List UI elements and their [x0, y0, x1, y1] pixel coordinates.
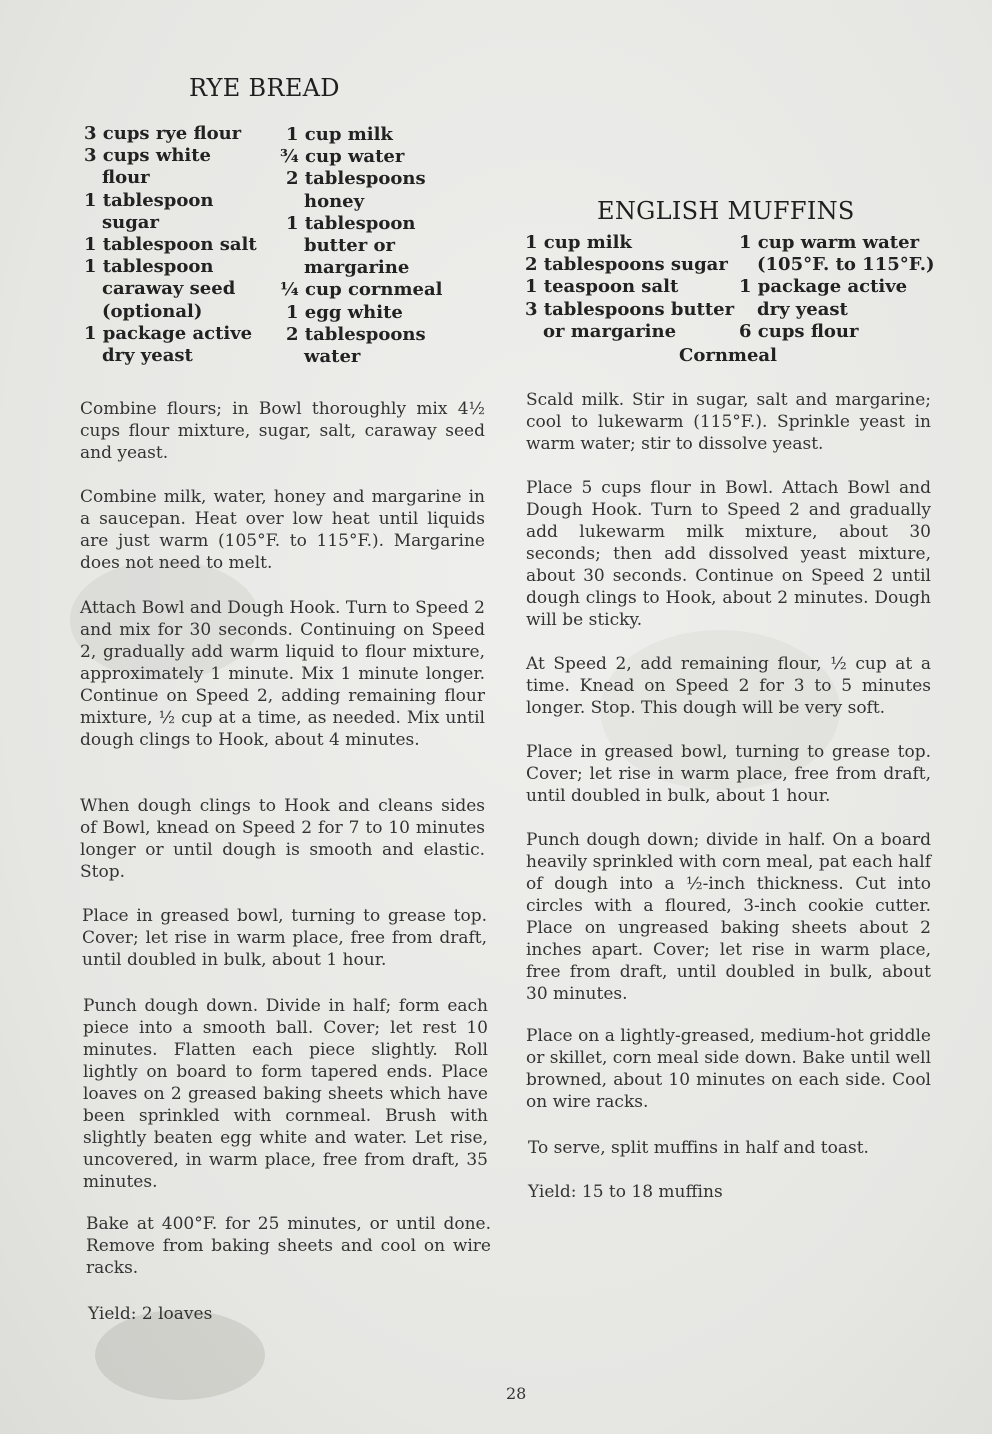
ingredient-line: 6 cups flour — [739, 320, 859, 342]
ingredient-line: (105°F. to 115°F.) — [757, 254, 935, 276]
ingredient-line: honey — [304, 190, 365, 212]
rye-step: Combine flours; in Bowl thoroughly mix 4½ cups flour mixture, sugar, salt, caraway seed and yeast. — [80, 399, 485, 463]
muffin-yield: Yield: 15 to 18 muffins — [528, 1182, 723, 1202]
ingredient-line: 1 tablespoon — [84, 189, 214, 211]
ingredient-line: 3 cups rye flour — [84, 123, 242, 144]
ingredient-line: 1 package active — [739, 276, 908, 298]
muffin-cornmeal: Cornmeal — [679, 345, 777, 366]
ingredient-line: dry yeast — [757, 298, 848, 320]
rye-step: Place in greased bowl, turning to grease top. Cover; let rise in warm place, free from draft, until doubled in bulk, about 1 hour. — [82, 906, 487, 970]
muffin-step: Punch dough down; divide in half. On a board heavily sprinkled with corn meal, pat each half of dough into a ½-inch thickness. Cut into circles with a floured, 3-inch cookie cutter. Place on ungreased baking sheets about 2 inches apart. Cover; let rise in warm place, free from draft, until doubled in bulk, about 30 minutes. — [526, 830, 931, 1004]
rye-step: Combine milk, water, honey and margarine in a saucepan. Heat over low heat until liquids are just warm (105°F. to 115°F.). Margarine does not need to melt. — [80, 487, 485, 573]
rye-step: Attach Bowl and Dough Hook. Turn to Speed 2 and mix for 30 seconds. Continuing on Speed 2, gradually add warm liquid to flour mixture, approximately 1 minute. Mix 1 minute longer. Continue on Speed 2, adding remaining flour mixture, ½ cup at a time, as needed. Mix until dough clings to Hook, about 4 minutes. — [80, 598, 485, 750]
muffin-step: Place on a lightly-greased, medium-hot griddle or skillet, corn meal side down. Bake until well browned, about 10 minutes on each side. Cool on wire racks. — [526, 1026, 932, 1112]
muffin-step: Place in greased bowl, turning to grease top. Cover; let rise in warm place, free from draft, until doubled in bulk, about 1 hour. — [526, 742, 931, 806]
rye-step: Bake at 400°F. for 25 minutes, or until done. Remove from baking sheets and cool on wire racks. — [86, 1214, 491, 1278]
page-number: 28 — [506, 1384, 527, 1403]
ingredient-line: ¼ cup cornmeal — [280, 279, 443, 301]
ingredient-line: 1 cup milk — [525, 232, 632, 253]
rye-yield: Yield: 2 loaves — [88, 1304, 213, 1324]
ingredient-line: 2 tablespoons — [286, 323, 426, 345]
ingredient-line: 1 tablespoon — [286, 212, 416, 234]
ingredient-line: 1 cup milk — [286, 124, 393, 145]
rye-step: When dough clings to Hook and cleans sides of Bowl, knead on Speed 2 for 7 to 10 minutes longer or until dough is smooth and elastic. Stop. — [80, 796, 485, 882]
ingredient-line: caraway seed — [102, 278, 236, 300]
rye-step: Punch dough down. Divide in half; form each piece into a smooth ball. Cover; let rest 10 minutes. Flatten each piece slightly. Roll lightly on board to form tapered ends. Place loaves on 2 greased baking sheets which have been sprinkled with cornmeal. Brush with slightly beaten egg white and water. Let rise, uncovered, in warm place, free from draft, 35 minutes. — [83, 996, 488, 1192]
rye-ingredients-col2 — [280, 124, 442, 368]
ingredient-line: (optional) — [102, 300, 203, 322]
muffin-ingredients-col1 — [525, 232, 734, 343]
ingredient-line: 1 tablespoon — [84, 256, 214, 278]
ingredient-line: 1 egg white — [286, 301, 403, 323]
ingredient-line: water — [304, 346, 361, 368]
ingredient-line: 3 cups white — [84, 145, 212, 167]
muffin-ingredients-col2 — [739, 232, 935, 343]
ingredient-line: 1 cup warm water — [739, 232, 920, 253]
muffin-step: Scald milk. Stir in sugar, salt and margarine; cool to lukewarm (115°F.). Sprinkle yeast in warm water; stir to dissolve yeast. — [526, 390, 931, 454]
muffin-step: At Speed 2, add remaining flour, ½ cup at a time. Knead on Speed 2 for 3 to 5 minutes longer. Stop. This dough will be very soft. — [526, 654, 931, 718]
ingredient-line: ¾ cup water — [280, 146, 405, 168]
ingredient-line: 1 teaspoon salt — [525, 276, 679, 298]
ingredient-line: butter or — [304, 235, 395, 257]
muffin-step: To serve, split muffins in half and toast. — [528, 1138, 869, 1158]
muffin-step: Place 5 cups flour in Bowl. Attach Bowl and Dough Hook. Turn to Speed 2 and gradually add lukewarm milk mixture, about 30 seconds; then add dissolved yeast mixture, about 30 seconds. Continue on Speed 2 until dough clings to Hook, about 2 minutes. Dough will be sticky. — [526, 478, 931, 630]
ingredient-line: 2 tablespoons — [286, 168, 426, 190]
ingredient-line: 3 tablespoons butter — [525, 298, 735, 320]
ingredient-line: margarine — [304, 257, 410, 279]
ingredient-line: 1 tablespoon salt — [84, 234, 257, 256]
rye-bread-title: RYE BREAD — [189, 74, 340, 102]
english-muffins-title: ENGLISH MUFFINS — [597, 197, 855, 225]
ingredient-line: dry yeast — [102, 345, 193, 367]
ingredient-line: 1 package active — [84, 322, 253, 344]
ingredient-line: sugar — [102, 211, 159, 233]
ingredient-line: 2 tablespoons sugar — [525, 254, 728, 276]
ingredient-line: or margarine — [543, 320, 677, 342]
rye-ingredients-col1 — [84, 123, 257, 367]
ingredient-line: flour — [102, 167, 150, 189]
